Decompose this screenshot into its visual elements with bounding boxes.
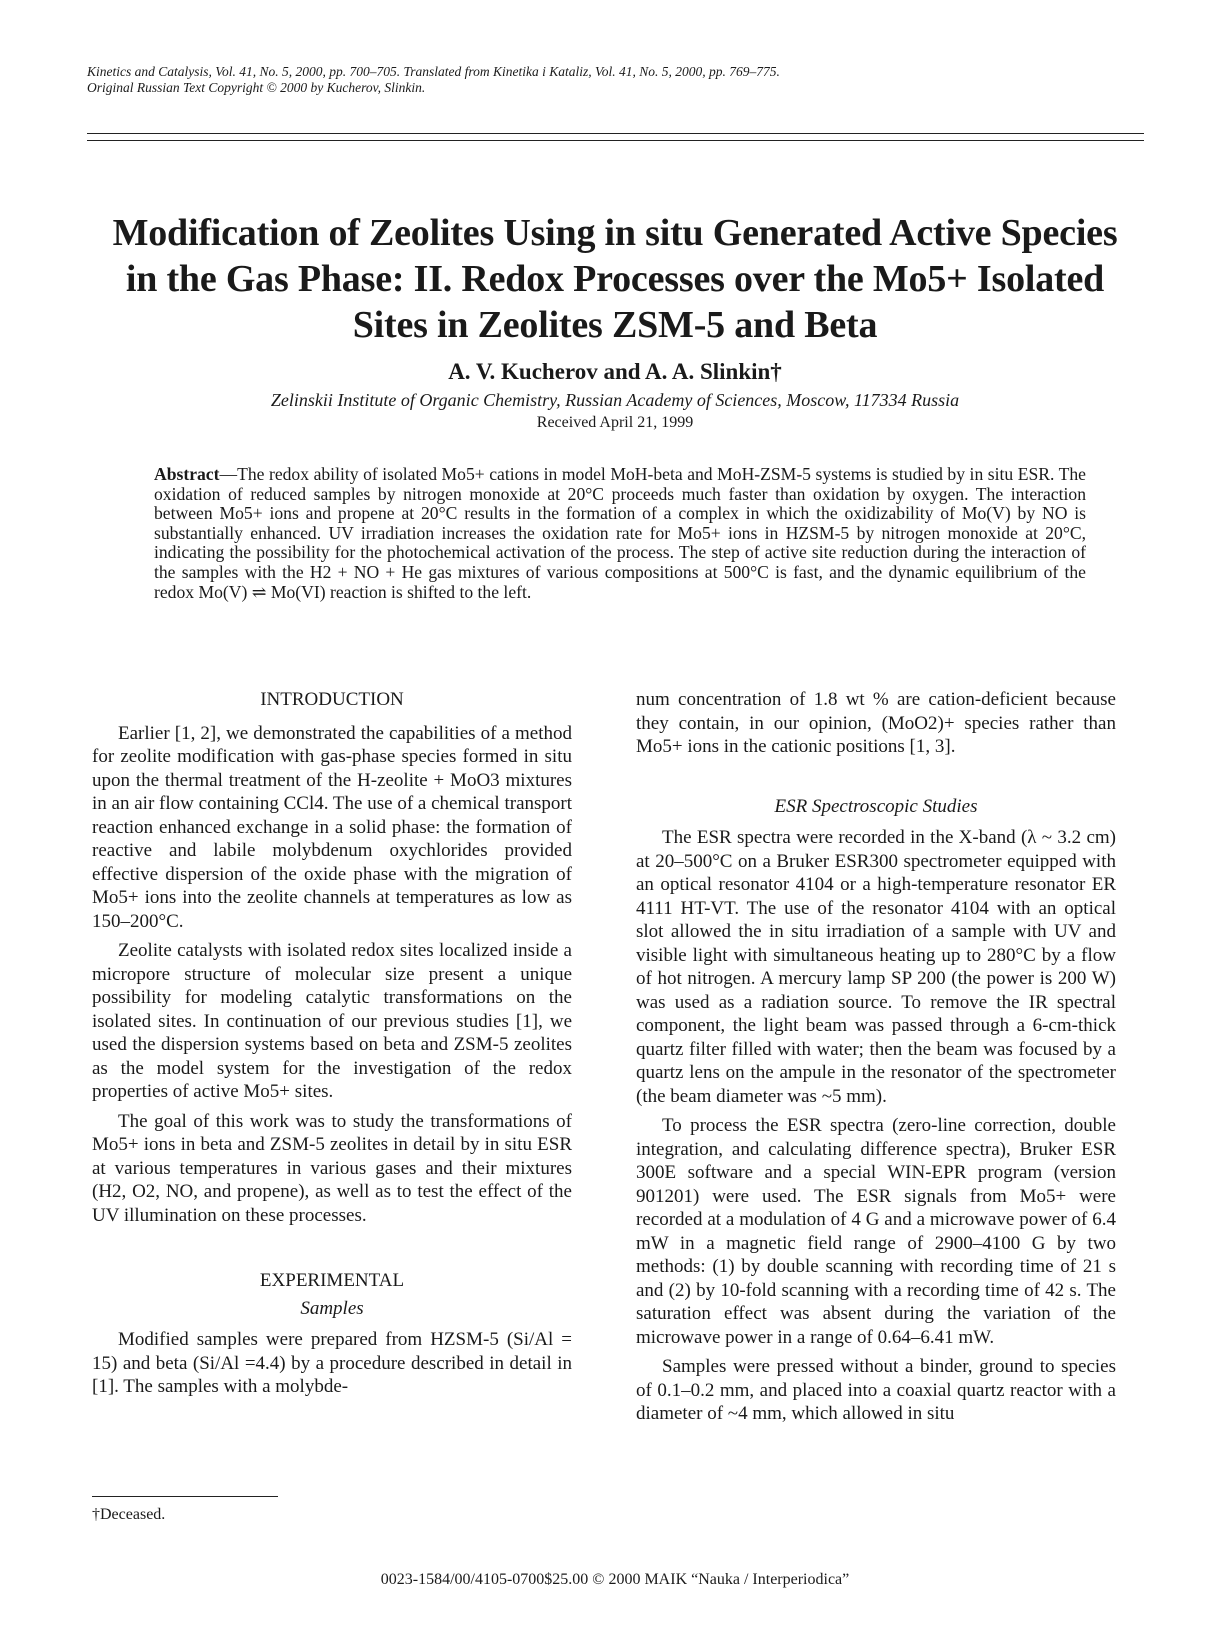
- experimental-heading: EXPERIMENTAL: [259, 1270, 405, 1291]
- introduction-heading: INTRODUCTION: [260, 689, 404, 710]
- header-line-2: Original Russian Text Copyright © 2000 by Kucherov, Slinkin.: [87, 80, 426, 95]
- header-rule-bottom: [87, 140, 1144, 141]
- journal-header: [87, 64, 1137, 96]
- title-line-1: Modification of Zeolites Using in situ Generated Active Species: [112, 212, 1118, 254]
- affiliation: Zelinskii Institute of Organic Chemistry, Russian Academy of Sciences, Moscow, 117334 Russia: [270, 390, 960, 410]
- received-date: Received April 21, 1999: [536, 414, 694, 431]
- header-line-1: Kinetics and Catalysis, Vol. 41, No. 5, 2000, pp. 700–705. Translated from Kinetika i Kataliz, Vol. 41, No. 5, 2000, pp. 769–775.: [87, 64, 780, 79]
- samples-paragraph-continued: num concentration of 1.8 wt % are cation-deficient because they contain, in our opinion, (MoO2)+ species rather than Mo5+ ions in the cationic positions [1, 3].: [636, 689, 1116, 757]
- intro-paragraph-3: The goal of this work was to study the transformations of Mo5+ ions in beta and ZSM-5 zeolites in detail by in situ ESR at various temperatures in various gases and their mixtures (H2, O2, NO, and propene), as well as to test the effect of the UV illumination on these processes.: [92, 1110, 572, 1226]
- header-rule-top: [87, 133, 1144, 134]
- right-column: [636, 688, 1116, 1432]
- left-column: [92, 688, 572, 1405]
- authors: A. V. Kucherov and A. A. Slinkin†: [448, 359, 782, 384]
- article-title: [60, 210, 1170, 348]
- samples-paragraph: Modified samples were prepared from HZSM-5 (Si/Al = 15) and beta (Si/Al =4.4) by a procedure described in detail in [1]. The samples with a molybde-: [92, 1329, 572, 1397]
- title-line-2: in the Gas Phase: II. Redox Processes over the Mo5+ Isolated: [125, 258, 1105, 300]
- copyright-line: 0023-1584/00/4105-0700$25.00 © 2000 MAIK “Nauka / Interperiodica”: [380, 1571, 850, 1588]
- footnote: †Deceased.: [92, 1506, 166, 1523]
- abstract-text: —The redox ability of isolated Mo5+ cations in model MoH-beta and MoH-ZSM-5 systems is studied by in situ ESR. The oxidation of reduced samples by nitrogen monoxide at 20°C proceeds much faster than oxidation by oxygen. The interaction between Mo5+ ions and propene at 20°C results in the formation of a complex in which the oxidizability of Mo(V) by NO is substantially enhanced. UV irradiation increases the oxidation rate for Mo5+ ions in HZSM-5 by nitrogen monoxide at 20°C, indicating the possibility for the photochemical activation of the process. The step of active site reduction during the interaction of the samples with the H2 + NO + He gas mixtures of various compositions at 500°C is fast, and the dynamic equilibrium of the redox Mo(V) ⇌ Mo(VI) reaction is shifted to the left.: [154, 464, 1086, 602]
- abstract-label: Abstract: [154, 464, 220, 484]
- esr-paragraph-3: Samples were pressed without a binder, ground to species of 0.1–0.2 mm, and placed into a coaxial quartz reactor with a diameter of ~4 mm, which allowed in situ: [636, 1356, 1116, 1424]
- esr-paragraph-2: To process the ESR spectra (zero-line correction, double integration, and calculating difference spectra), Bruker ESR 300E software and a special WIN-EPR program (version 901201) were used. The ESR signals from Mo5+ were recorded at a modulation of 4 G and a microwave power of 6.4 mW in a magnetic field range of 2900–4100 G by two methods: (1) by double scanning with recording time of 21 s and (2) by 10-fold scanning with a recording time of 42 s. The saturation effect was absent during the variation of the microwave power in a range of 0.64–6.41 mW.: [636, 1115, 1116, 1348]
- esr-heading: ESR Spectroscopic Studies: [774, 795, 978, 817]
- intro-paragraph-1: Earlier [1, 2], we demonstrated the capabilities of a method for zeolite modification with gas-phase species formed in situ upon the thermal treatment of the H-zeolite + MoO3 mixtures in an air flow containing CCl4. The use of a chemical transport reaction enhanced exchange in a solid phase: the formation of reactive and labile molybdenum oxychlorides provided effective dispersion of the oxide phase with the migration of Mo5+ ions into the zeolite channels at temperatures as low as 150–200°C.: [92, 722, 572, 932]
- esr-paragraph-1: The ESR spectra were recorded in the X-band (λ ~ 3.2 cm) at 20–500°C on a Bruker ESR300 spectrometer equipped with an optical resonator 4104 or a high-temperature resonator ER 4111 HT-VT. The use of the resonator 4104 with an optical slot allowed the in situ irradiation of a sample with UV and visible light with simultaneous heating up to 280°C by a flow of hot nitrogen. A mercury lamp SP 200 (the power is 200 W) was used as a radiation source. To remove the IR spectral component, the light beam was passed through a 6-cm-thick quartz filter filled with water; then the beam was focused by a quartz lens on the ampule in the resonator of the spectrometer (the beam diameter was ~5 mm).: [636, 827, 1116, 1107]
- intro-paragraph-2: Zeolite catalysts with isolated redox sites localized inside a micropore structure of molecular size present a unique possibility for modeling catalytic transformations on the isolated sites. In continuation of our previous studies [1], we used the dispersion systems based on beta and ZSM-5 zeolites as the model system for the investigation of the redox properties of active Mo5+ sites.: [92, 940, 572, 1102]
- abstract: [154, 465, 1086, 602]
- title-line-3: Sites in Zeolites ZSM-5 and Beta: [352, 304, 878, 346]
- footnote-rule: [92, 1496, 278, 1497]
- samples-heading: Samples: [300, 1297, 364, 1319]
